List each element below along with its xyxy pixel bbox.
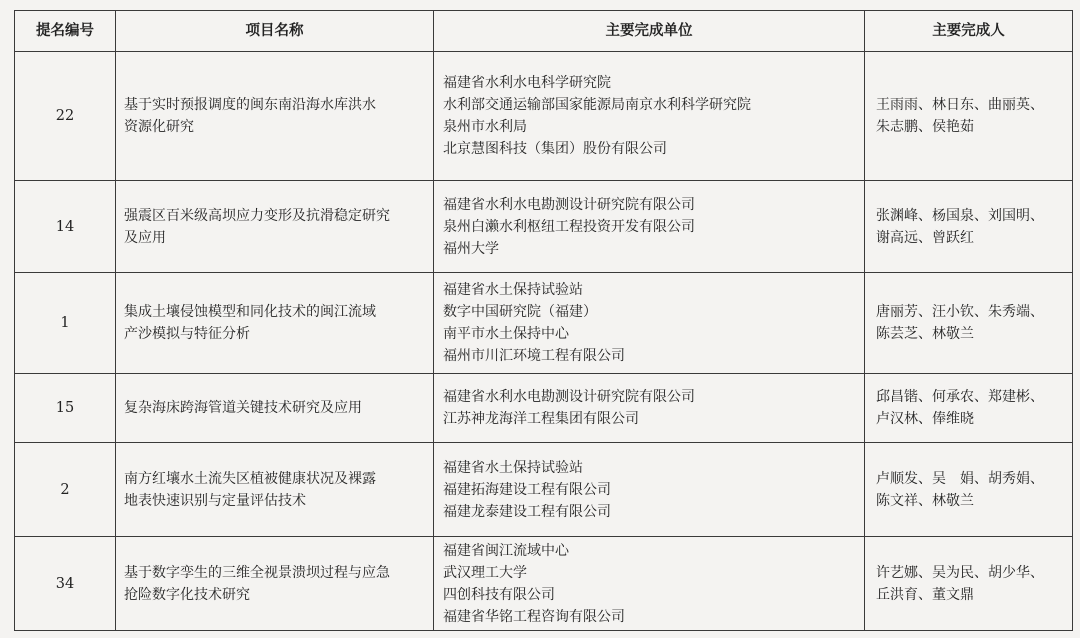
- people-line: 许艺娜、吴为民、胡少华、: [876, 564, 1044, 581]
- people-line: 张渊峰、杨国泉、刘国明、: [876, 207, 1044, 224]
- nomination-id: 15: [15, 374, 116, 443]
- unit-line: 福州市川汇环境工程有限公司: [443, 348, 625, 364]
- unit-line: 水利部交通运输部国家能源局南京水利科学研究院: [443, 97, 751, 113]
- people-line: 朱志鹏、侯艳茹: [876, 119, 974, 135]
- unit-line: 数字中国研究院（福建）: [443, 304, 597, 320]
- table-row: [15, 374, 1073, 443]
- award-table-sheet: [14, 10, 1072, 631]
- completing-people: [865, 443, 1073, 537]
- people-line: 卢顺发、吴 娟、胡秀娟、: [876, 470, 1044, 487]
- unit-line: 福建省水利水电勘测设计研究院有限公司: [443, 196, 695, 213]
- nomination-id: 22: [15, 52, 116, 181]
- table-row: [15, 52, 1073, 181]
- project-name: [116, 52, 434, 181]
- people-line: 谢高远、曾跃红: [876, 229, 974, 246]
- header-project-name: 项目名称: [116, 11, 434, 52]
- header-completing-people: 主要完成人: [865, 11, 1073, 52]
- unit-line: 南平市水土保持中心: [443, 326, 569, 342]
- completing-people: [865, 273, 1073, 374]
- project-name: [116, 181, 434, 273]
- project-name-line: 南方红壤水土流失区植被健康状况及裸露: [124, 470, 376, 487]
- project-name-line: 复杂海床跨海管道关键技术研究及应用: [124, 400, 362, 416]
- nomination-table: [14, 10, 1073, 631]
- project-name-line: 基于实时预报调度的闽东南沿海水库洪水: [124, 97, 376, 113]
- unit-line: 福建省水利水电勘测设计研究院有限公司: [443, 389, 695, 405]
- project-name-line: 抢险数字化技术研究: [124, 586, 250, 603]
- nomination-id: 2: [15, 443, 116, 537]
- table-header-row: [15, 11, 1073, 52]
- completing-units: [434, 443, 865, 537]
- completing-units: [434, 537, 865, 631]
- people-line: 唐丽芳、汪小钦、朱秀端、: [876, 304, 1044, 320]
- unit-line: 福建省闽江流域中心: [443, 542, 569, 559]
- table-row: [15, 537, 1073, 631]
- completing-people: [865, 181, 1073, 273]
- completing-people: [865, 537, 1073, 631]
- project-name-line: 资源化研究: [124, 119, 194, 135]
- project-name: [116, 273, 434, 374]
- unit-line: 泉州白濑水利枢纽工程投资开发有限公司: [443, 218, 695, 235]
- unit-line: 福建省华铭工程咨询有限公司: [443, 608, 625, 625]
- unit-line: 江苏神龙海洋工程集团有限公司: [443, 411, 639, 427]
- project-name-line: 产沙模拟与特征分析: [124, 326, 250, 342]
- unit-line: 福州大学: [443, 240, 499, 257]
- completing-units: [434, 52, 865, 181]
- header-nomination-id: 提名编号: [15, 11, 116, 52]
- people-line: 陈文祥、林敬兰: [876, 492, 974, 509]
- unit-line: 泉州市水利局: [443, 119, 527, 135]
- people-line: 陈芸芝、林敬兰: [876, 326, 974, 342]
- completing-people: [865, 52, 1073, 181]
- project-name-line: 地表快速识别与定量评估技术: [124, 492, 306, 509]
- project-name: [116, 443, 434, 537]
- unit-line: 武汉理工大学: [443, 564, 527, 581]
- project-name: [116, 537, 434, 631]
- project-name-line: 及应用: [124, 229, 166, 246]
- unit-line: 福建省水土保持试验站: [443, 282, 583, 298]
- project-name: [116, 374, 434, 443]
- people-line: 王雨雨、林日东、曲丽英、: [876, 97, 1044, 113]
- unit-line: 福建龙泰建设工程有限公司: [443, 503, 611, 520]
- completing-units: [434, 374, 865, 443]
- project-name-line: 强震区百米级高坝应力变形及抗滑稳定研究: [124, 207, 390, 224]
- completing-people: [865, 374, 1073, 443]
- table-row: [15, 273, 1073, 374]
- unit-line: 福建拓海建设工程有限公司: [443, 481, 611, 498]
- people-line: 邱昌锴、何承农、郑建彬、: [876, 389, 1044, 405]
- unit-line: 福建省水利水电科学研究院: [443, 75, 611, 91]
- nomination-id: 14: [15, 181, 116, 273]
- table-row: [15, 181, 1073, 273]
- completing-units: [434, 181, 865, 273]
- unit-line: 北京慧图科技（集团）股份有限公司: [443, 141, 667, 157]
- project-name-line: 集成土壤侵蚀模型和同化技术的闽江流域: [124, 304, 376, 320]
- nomination-id: 1: [15, 273, 116, 374]
- nomination-id: 34: [15, 537, 116, 631]
- project-name-line: 基于数字孪生的三维全视景溃坝过程与应急: [124, 564, 390, 581]
- unit-line: 四创科技有限公司: [443, 586, 555, 603]
- people-line: 丘洪育、董文鼎: [876, 586, 974, 603]
- table-row: [15, 443, 1073, 537]
- unit-line: 福建省水土保持试验站: [443, 459, 583, 476]
- completing-units: [434, 273, 865, 374]
- people-line: 卢汉林、俸维晓: [876, 411, 974, 427]
- header-completing-units: 主要完成单位: [434, 11, 865, 52]
